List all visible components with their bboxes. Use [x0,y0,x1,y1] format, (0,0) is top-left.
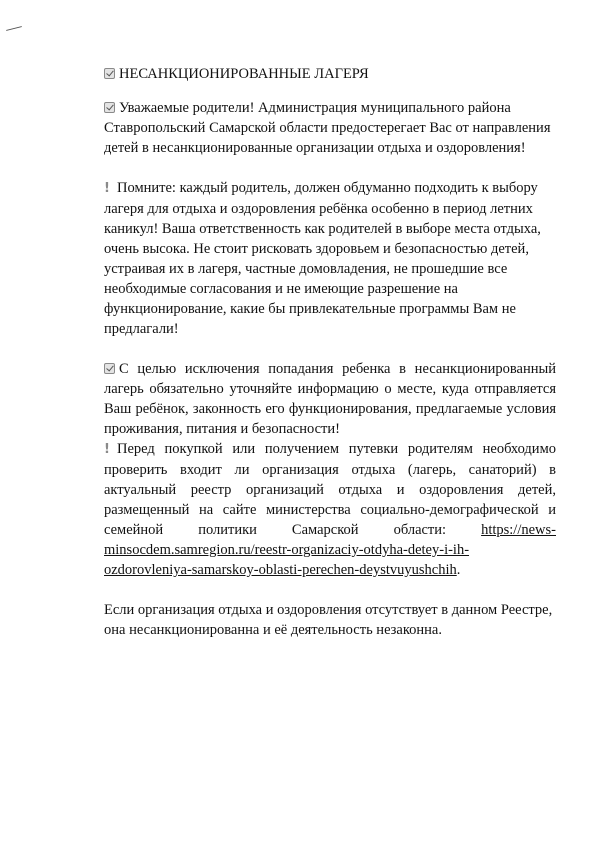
exclamation-icon: ! [104,442,110,457]
exclamation-icon: ! [104,181,110,196]
heading-line [104,64,556,84]
paragraph-remember-text: Помните: каждый родитель, должен обдуманно подходить к выбору лагеря для отдыха и оздоровления ребёнка особенно в период летних каникул! Ваша ответственность как родителей в выборе места отдыха, очень высока. Не стоит рисковать здоровьем и безопасностью детей, устраивая их в лагеря, частные домовладения, не прошедшие все необходимые согласования и не имеющие разрешение на функционирование, какие бы привлекательные программы Вам не предлагали! [104,180,541,337]
registry-link-period: . [456,562,461,578]
page-title: НЕСАНКЦИОНИРОВАННЫЕ ЛАГЕРЯ [119,66,369,82]
document-content [104,64,556,660]
paragraph-registry-text: Перед покупкой или получением путевки родителям необходимо проверить входит ли организация отдыха (лагерь, санаторий) в актуальный реестр организаций отдыха и оздоровления детей, размещенный на сайте министерства социально-демографической и семейной политики Самарской области: [104,441,556,538]
check-box-icon [104,363,115,374]
registry-link[interactable]: https://news-minsocdem.samregion.ru/reestr-organizaciy-otdyha-detey-i-ih-ozdorovleniya-samarskoy-oblasti-perechen-deystvuyushchih [104,522,556,578]
paragraph-warning [104,98,556,158]
paragraph-conclusion-text: Если организация отдыха и оздоровления отсутствует в данном Реестре, она несанкционированна и её деятельность незаконна. [104,602,553,638]
scan-mark [6,26,22,31]
check-box-icon [104,102,115,113]
paragraph-check-info-text: С целью исключения попадания ребенка в несанкционированный лагерь обязательно уточняйте информацию о месте, куда отправляется Ваш ребёнок, законность его функционирования, предлагаемые условия проживания, питания и безопасности! [104,361,556,437]
paragraph-conclusion [104,600,556,640]
paragraph-remember [104,178,556,339]
check-box-icon [104,68,115,79]
paragraph-warning-text: Уважаемые родители! Администрация муниципального района Ставропольский Самарской области предостерегает Вас от направления детей в несанкционированные организации отдыха и оздоровления! [104,100,551,156]
paragraph-registry [104,439,556,580]
paragraph-check-info [104,359,556,439]
